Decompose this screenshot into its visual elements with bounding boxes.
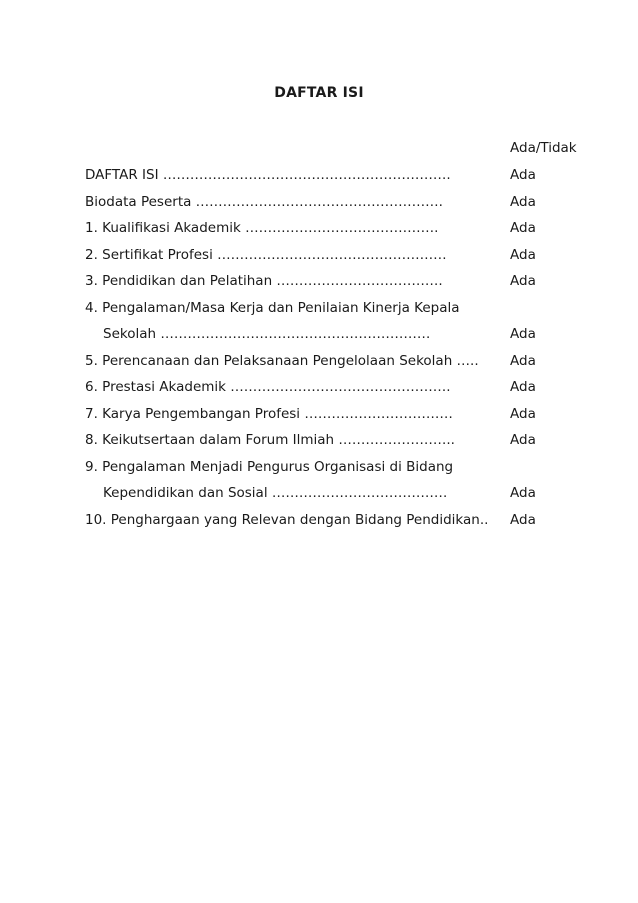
toc-status: Ada [510, 220, 536, 236]
toc-status: Ada [510, 485, 536, 501]
toc-status: Ada [510, 352, 536, 369]
toc-status: Ada [510, 167, 536, 183]
toc-status: Ada [510, 193, 536, 210]
toc-row [85, 459, 555, 486]
toc-row [85, 485, 555, 512]
toc-entry: 1. Kualifikasi Akademik ……………………………………. [85, 220, 439, 236]
toc-row [85, 379, 555, 406]
toc-entry: 4. Pengalaman/Masa Kerja dan Penilaian Kinerja Kepala [85, 299, 460, 316]
toc-status: Ada [510, 379, 536, 395]
toc-entry: 2. Sertifikat Profesi …………………………………………… [85, 246, 447, 263]
toc-entry: 10. Penghargaan yang Relevan dengan Bidang Pendidikan.. [85, 511, 489, 528]
toc-status: Ada [510, 511, 536, 528]
toc-status: Ada [510, 246, 536, 263]
page-title: DAFTAR ISI [274, 85, 364, 101]
toc-status: Ada [510, 273, 536, 289]
toc-entry: Sekolah …………………………………………………… [103, 326, 431, 342]
table-of-contents [85, 167, 555, 538]
toc-entry: 3. Pendidikan dan Pelatihan ………………………………. [85, 273, 443, 289]
toc-entry: 9. Pengalaman Menjadi Pengurus Organisasi di Bidang [85, 458, 454, 475]
toc-row [85, 512, 555, 539]
toc-status: Ada [510, 326, 536, 342]
toc-row [85, 432, 555, 459]
toc-row [85, 353, 555, 380]
toc-entry: 7. Karya Pengembangan Profesi …………………………… [85, 405, 453, 422]
toc-row [85, 247, 555, 274]
toc-entry: Biodata Peserta ………………………………………………. [85, 193, 443, 210]
toc-entry: 5. Perencanaan dan Pelaksanaan Pengelolaan Sekolah ….. [85, 352, 479, 369]
toc-status: Ada [510, 432, 536, 448]
toc-row [85, 273, 555, 300]
toc-status: Ada [510, 405, 536, 422]
toc-entry: Kependidikan dan Sosial ………………………………… [103, 485, 448, 501]
toc-row [85, 194, 555, 221]
toc-row [85, 220, 555, 247]
toc-row [85, 300, 555, 327]
toc-entry: 8. Keikutsertaan dalam Forum Ilmiah …………………….. [85, 432, 455, 448]
status-column-header: Ada/Tidak [510, 140, 577, 156]
toc-entry: DAFTAR ISI ………………………………………………………. [85, 167, 451, 183]
toc-row [85, 326, 555, 353]
toc-entry: 6. Prestasi Akademik …………………………………………. [85, 379, 451, 395]
toc-row [85, 167, 555, 194]
toc-row [85, 406, 555, 433]
